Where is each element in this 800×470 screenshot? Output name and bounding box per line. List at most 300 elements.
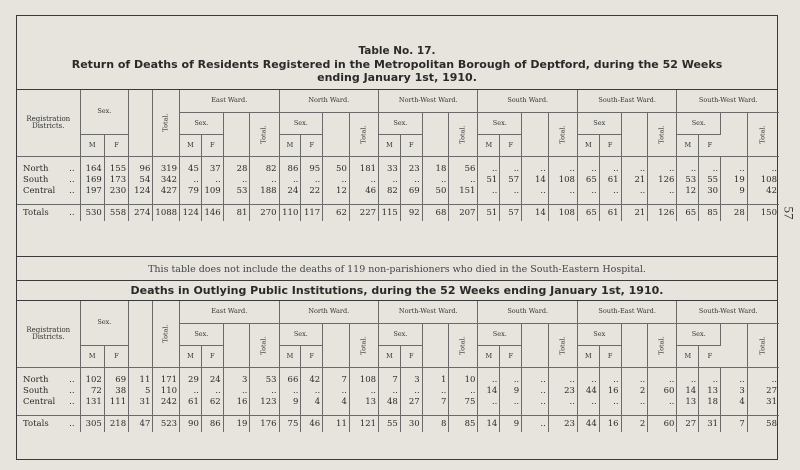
spacer-cell: [250, 197, 279, 205]
data-cell: 62: [201, 397, 223, 408]
spacer-cell: [323, 367, 350, 375]
data-cell: ..: [599, 164, 621, 175]
spacer-cell: [677, 367, 699, 375]
ward-deaths-under-1-header: [621, 112, 648, 156]
data-cell: ..: [500, 164, 522, 175]
data-cell: 42: [766, 185, 777, 196]
ward-female-header: F: [301, 345, 323, 367]
ward-total-header: [548, 112, 577, 156]
sex-header: Sex.: [80, 90, 129, 134]
data-cell: 9: [721, 186, 748, 197]
table-row: [17, 375, 779, 386]
data-cell: 61: [599, 204, 621, 221]
data-cell: ..: [522, 415, 549, 432]
data-cell: 50: [422, 186, 449, 197]
data-cell: 126: [648, 204, 677, 221]
data-cell: 57: [500, 175, 522, 186]
data-cell: ..: [379, 386, 401, 397]
data-cell: 14: [478, 386, 500, 397]
data-cell: 16: [599, 415, 621, 432]
ward-header: South Ward.: [478, 301, 577, 323]
data-cell: 92: [400, 204, 422, 221]
data-cell: 9: [500, 415, 522, 432]
spacer-cell: [17, 197, 80, 205]
data-cell: 30: [400, 415, 422, 432]
spacer-cell: [250, 156, 279, 164]
ward-header: North Ward.: [279, 301, 378, 323]
data-cell: 65: [677, 204, 699, 221]
data-cell: ..: [771, 163, 777, 174]
data-cell: 90: [180, 415, 202, 432]
spacer-cell: [349, 156, 378, 164]
ward-female-header: F: [201, 134, 223, 156]
spacer-cell: [180, 197, 202, 205]
ward-sex-header: Sex.: [279, 323, 323, 345]
data-cell: ..: [500, 375, 522, 386]
data-cell: 523: [153, 415, 180, 432]
district-label: [17, 186, 80, 197]
ward-header: South-West Ward.: [677, 301, 779, 323]
data-cell: 14: [522, 175, 549, 186]
data-cell: 124: [129, 186, 153, 197]
residents-deaths-table: [17, 90, 779, 221]
data-cell: ..: [548, 375, 577, 386]
sex-header: Sex.: [80, 301, 129, 345]
spacer-cell: [500, 156, 522, 164]
spacer-cell: [577, 408, 599, 416]
ward-female-header: F: [400, 134, 422, 156]
data-cell: 65: [577, 204, 599, 221]
data-cell: 102: [80, 375, 104, 386]
spacer-cell: [577, 367, 599, 375]
ward-male-header: M: [279, 345, 301, 367]
data-cell: 12: [323, 186, 350, 197]
data-cell: 28: [721, 204, 748, 221]
data-cell: 218: [104, 415, 128, 432]
data-cell: 96: [129, 164, 153, 175]
ward-female-header: F: [500, 134, 522, 156]
data-cell: 72: [80, 386, 104, 397]
data-cell: 69: [400, 186, 422, 197]
data-cell: ..: [449, 175, 478, 186]
data-cell: 176: [250, 415, 279, 432]
deaths-under-1-header: [129, 301, 153, 367]
data-cell: 4: [721, 397, 748, 408]
document-frame: [16, 15, 778, 460]
data-cell: 56: [449, 164, 478, 175]
district-name: North: [23, 163, 49, 174]
data-cell: ..: [180, 175, 202, 186]
spacer-cell: [747, 367, 779, 375]
spacer-cell: [201, 367, 223, 375]
data-cell: 23: [548, 386, 577, 397]
female-header: F: [104, 134, 128, 156]
data-cell: 31: [129, 397, 153, 408]
data-cell: ..: [250, 386, 279, 397]
district-name: South: [23, 385, 49, 396]
ward-header: North-West Ward.: [379, 301, 478, 323]
spacer-cell: [478, 156, 500, 164]
male-header: M: [80, 345, 104, 367]
data-cell: ..: [223, 386, 250, 397]
data-cell: ..: [577, 186, 599, 197]
ward-total-header: [648, 112, 677, 156]
spacer-cell: [17, 156, 80, 164]
data-cell: 9: [279, 397, 301, 408]
data-cell: 14: [677, 386, 699, 397]
spacer-cell: [279, 156, 301, 164]
data-cell: ..: [522, 186, 549, 197]
data-cell: 24: [279, 186, 301, 197]
spacer-cell: [129, 408, 153, 416]
data-cell: 3: [223, 375, 250, 386]
data-cell: ..: [250, 175, 279, 186]
deaths-under-1-header: [129, 90, 153, 156]
data-cell: 85: [699, 204, 721, 221]
spacer-cell: [80, 197, 104, 205]
spacer-cell: [599, 408, 621, 416]
spacer-cell: [548, 156, 577, 164]
data-cell: ..: [621, 186, 648, 197]
data-cell: 37: [201, 164, 223, 175]
spacer-cell: [621, 156, 648, 164]
data-cell: 62: [323, 204, 350, 221]
spacer-cell: [180, 367, 202, 375]
total-header-text: Total.: [161, 324, 170, 343]
spacer-cell: [223, 408, 250, 416]
spacer-cell: [449, 197, 478, 205]
data-cell: 27: [400, 397, 422, 408]
ward-header: East Ward.: [180, 301, 279, 323]
district-name: Totals: [23, 207, 49, 218]
data-cell: 7: [422, 397, 449, 408]
ward-sex-header: Sex.: [279, 112, 323, 134]
data-cell: 31: [699, 415, 721, 432]
ward-header: South-East Ward.: [577, 90, 676, 112]
data-cell: ..: [721, 375, 748, 386]
ward-deaths-under-1-header: [422, 112, 449, 156]
ward-total-header: [250, 323, 279, 367]
spacer-cell: [400, 408, 422, 416]
data-cell: 126: [648, 175, 677, 186]
data-cell: 45: [180, 164, 202, 175]
ward-header: East Ward.: [180, 90, 279, 112]
data-cell: ..: [648, 186, 677, 197]
data-cell: 16: [599, 386, 621, 397]
data-cell: ..: [677, 164, 699, 175]
data-cell: 33: [379, 164, 401, 175]
data-cell: 42: [301, 375, 323, 386]
spacer-cell: [223, 197, 250, 205]
data-cell: 319: [153, 164, 180, 175]
data-cell: 16: [223, 397, 250, 408]
data-cell: 155: [104, 164, 128, 175]
data-cell: 115: [379, 204, 401, 221]
female-header: F: [104, 345, 128, 367]
institution-deaths-table: [17, 301, 779, 432]
spacer-cell: [400, 367, 422, 375]
ward-total-header-text: Total.: [558, 335, 567, 355]
data-cell: 151: [449, 186, 478, 197]
ward-deaths-under-1-header: [721, 112, 748, 156]
spacer-cell: [548, 408, 577, 416]
spacer-cell: [677, 408, 699, 416]
data-cell: ..: [599, 186, 621, 197]
ward-total-header: [449, 323, 478, 367]
spacer-cell: [223, 367, 250, 375]
spacer-cell: [648, 197, 677, 205]
spacer-cell: [721, 408, 748, 416]
spacer-cell: [747, 408, 779, 416]
ward-header: South-East Ward.: [577, 301, 676, 323]
spacer-cell: [522, 408, 549, 416]
spacer-cell: [400, 156, 422, 164]
spacer-cell: [449, 156, 478, 164]
data-cell: ..: [301, 175, 323, 186]
data-cell: 27: [766, 385, 777, 396]
data-cell: ..: [599, 397, 621, 408]
spacer-cell: [223, 156, 250, 164]
data-cell: 427: [153, 186, 180, 197]
spacer-cell: [599, 156, 621, 164]
data-cell: 13: [349, 397, 378, 408]
spacer-cell: [747, 156, 779, 164]
spacer-cell: [478, 367, 500, 375]
ward-male-header: M: [478, 345, 500, 367]
data-cell: 66: [279, 375, 301, 386]
ward-total-header-text: Total.: [259, 124, 268, 144]
data-cell: 46: [301, 415, 323, 432]
data-cell: ..: [478, 164, 500, 175]
spacer-cell: [104, 367, 128, 375]
data-cell: 1: [422, 375, 449, 386]
ward-total-header: [250, 112, 279, 156]
data-cell: 18: [422, 164, 449, 175]
data-cell: 173: [104, 175, 128, 186]
data-cell: ..: [449, 386, 478, 397]
spacer-cell: [153, 367, 180, 375]
data-cell: 31: [766, 396, 777, 407]
spacer-cell: [349, 197, 378, 205]
totals-row: [17, 415, 779, 432]
data-cell: 69: [104, 375, 128, 386]
spacer-cell: [180, 408, 202, 416]
ward-deaths-under-1-header: [621, 323, 648, 367]
spacer-cell: [250, 408, 279, 416]
spacer-cell: [379, 197, 401, 205]
spacer-cell: [153, 197, 180, 205]
data-cell: 57: [500, 204, 522, 221]
data-cell: 1088: [153, 204, 180, 221]
data-cell: ..: [648, 375, 677, 386]
district-name: Central: [23, 185, 56, 196]
spacer-cell: [349, 408, 378, 416]
spacer-cell: [279, 367, 301, 375]
data-cell: 29: [180, 375, 202, 386]
data-cell: 342: [153, 175, 180, 186]
data-cell: 108: [760, 174, 777, 185]
data-cell: ..: [201, 175, 223, 186]
data-cell: 11: [129, 375, 153, 386]
data-cell: 4: [301, 397, 323, 408]
data-cell: 146: [201, 204, 223, 221]
ward-sex-header: Sex.: [677, 323, 721, 345]
data-cell: 53: [223, 186, 250, 197]
ward-deaths-under-1-header: [323, 323, 350, 367]
data-cell: 82: [250, 164, 279, 175]
spacer-cell: [422, 197, 449, 205]
spacer-cell: [522, 156, 549, 164]
table1-note: This table does not include the deaths of 119 non-parishioners who died in the South-Eastern Hospital.: [148, 264, 646, 275]
data-cell: 46: [349, 186, 378, 197]
data-cell: 197: [80, 186, 104, 197]
spacer-cell: [500, 197, 522, 205]
data-cell: 181: [349, 164, 378, 175]
spacer-cell: [180, 156, 202, 164]
ward-sex-header: Sex.: [478, 323, 522, 345]
data-cell: ..: [699, 164, 721, 175]
ward-deaths-under-1-header: [223, 323, 250, 367]
ward-total-header-text: Total.: [657, 124, 666, 144]
ward-sex-header: Sex.: [180, 323, 224, 345]
ward-total-header-text: Total.: [359, 335, 368, 355]
data-cell: 227: [349, 204, 378, 221]
district-label: [17, 375, 80, 386]
data-cell: 79: [180, 186, 202, 197]
data-cell: 7: [379, 375, 401, 386]
ward-female-header: F: [201, 345, 223, 367]
district-label: [17, 415, 80, 432]
spacer-cell: [400, 197, 422, 205]
data-cell: 230: [104, 186, 128, 197]
data-cell: 109: [201, 186, 223, 197]
spacer-cell: [577, 197, 599, 205]
ward-female-header: F: [699, 134, 721, 156]
ward-male-header: M: [180, 134, 202, 156]
data-cell: 131: [80, 397, 104, 408]
data-cell: 14: [478, 415, 500, 432]
data-cell: 13: [699, 386, 721, 397]
data-cell: 124: [180, 204, 202, 221]
data-cell: ..: [621, 164, 648, 175]
data-cell: 58: [747, 415, 779, 432]
spacer-cell: [548, 197, 577, 205]
table2-title: Deaths in Outlying Public Institutions, during the 52 Weeks ending January 1st, 1910.: [130, 284, 664, 297]
ward-sex-header: Sex.: [379, 323, 423, 345]
data-cell: ..: [400, 175, 422, 186]
data-cell: ..: [721, 164, 748, 175]
data-cell: 86: [279, 164, 301, 175]
data-cell: ..: [478, 397, 500, 408]
district-label: [17, 204, 80, 221]
ward-total-header-text: Total.: [657, 335, 666, 355]
spacer-cell: [449, 367, 478, 375]
data-cell: 44: [577, 386, 599, 397]
data-cell: 82: [379, 186, 401, 197]
leader-dots: ..: [69, 174, 75, 185]
data-cell: 4: [323, 397, 350, 408]
ward-total-header: [747, 323, 779, 367]
spacer-cell: [747, 197, 779, 205]
data-cell: ..: [548, 397, 577, 408]
data-cell: 110: [153, 386, 180, 397]
data-cell: 55: [379, 415, 401, 432]
data-cell: 270: [250, 204, 279, 221]
data-cell: ..: [223, 175, 250, 186]
ward-male-header: M: [677, 345, 699, 367]
data-cell: 23: [400, 164, 422, 175]
data-cell: ..: [548, 164, 577, 175]
spacer-cell: [522, 197, 549, 205]
spacer-cell: [323, 197, 350, 205]
data-cell: ..: [323, 175, 350, 186]
spacer-cell: [129, 156, 153, 164]
spacer-cell: [104, 156, 128, 164]
ward-female-header: F: [500, 345, 522, 367]
data-cell: ..: [621, 375, 648, 386]
ward-male-header: M: [279, 134, 301, 156]
data-cell: 274: [129, 204, 153, 221]
ward-sex-header: Sex: [577, 323, 621, 345]
spacer-cell: [379, 408, 401, 416]
spacer-cell: [721, 367, 748, 375]
spacer-cell: [301, 367, 323, 375]
data-cell: 44: [577, 415, 599, 432]
data-cell: 95: [301, 164, 323, 175]
data-cell: ..: [201, 386, 223, 397]
spacer-cell: [153, 408, 180, 416]
data-cell: 164: [80, 164, 104, 175]
ward-header: North-West Ward.: [379, 90, 478, 112]
ward-total-header-text: Total.: [259, 335, 268, 355]
spacer-cell: [250, 367, 279, 375]
data-cell: 51: [478, 175, 500, 186]
spacer-cell: [17, 367, 80, 375]
table1-bottom-rule: [17, 256, 777, 257]
ward-female-header: F: [301, 134, 323, 156]
data-cell: 305: [80, 415, 104, 432]
spacer-cell: [301, 408, 323, 416]
ward-male-header: M: [379, 345, 401, 367]
ward-total-header-text: Total.: [359, 124, 368, 144]
data-cell: ..: [522, 386, 549, 397]
district-label: [17, 175, 80, 186]
data-cell: ..: [771, 374, 777, 385]
spacer-cell: [201, 156, 223, 164]
data-cell: 61: [180, 397, 202, 408]
spacer-cell: [323, 408, 350, 416]
spacer-cell: [349, 367, 378, 375]
data-cell: 61: [599, 175, 621, 186]
registration-districts-header: Registration Districts.: [17, 90, 80, 156]
data-cell: 242: [153, 397, 180, 408]
ward-total-header: [449, 112, 478, 156]
note-rule: [17, 280, 777, 281]
spacer-cell: [478, 408, 500, 416]
spacer-cell: [201, 197, 223, 205]
data-cell: 150: [747, 204, 779, 221]
data-cell: ..: [522, 397, 549, 408]
data-cell: ..: [500, 397, 522, 408]
data-cell: ..: [648, 164, 677, 175]
district-name: South: [23, 174, 49, 185]
spacer-cell: [699, 367, 721, 375]
total-header-text: Total.: [161, 113, 170, 132]
spacer-cell: [677, 197, 699, 205]
table-row: [17, 386, 779, 397]
table-row: [17, 164, 779, 175]
spacer-cell: [379, 367, 401, 375]
